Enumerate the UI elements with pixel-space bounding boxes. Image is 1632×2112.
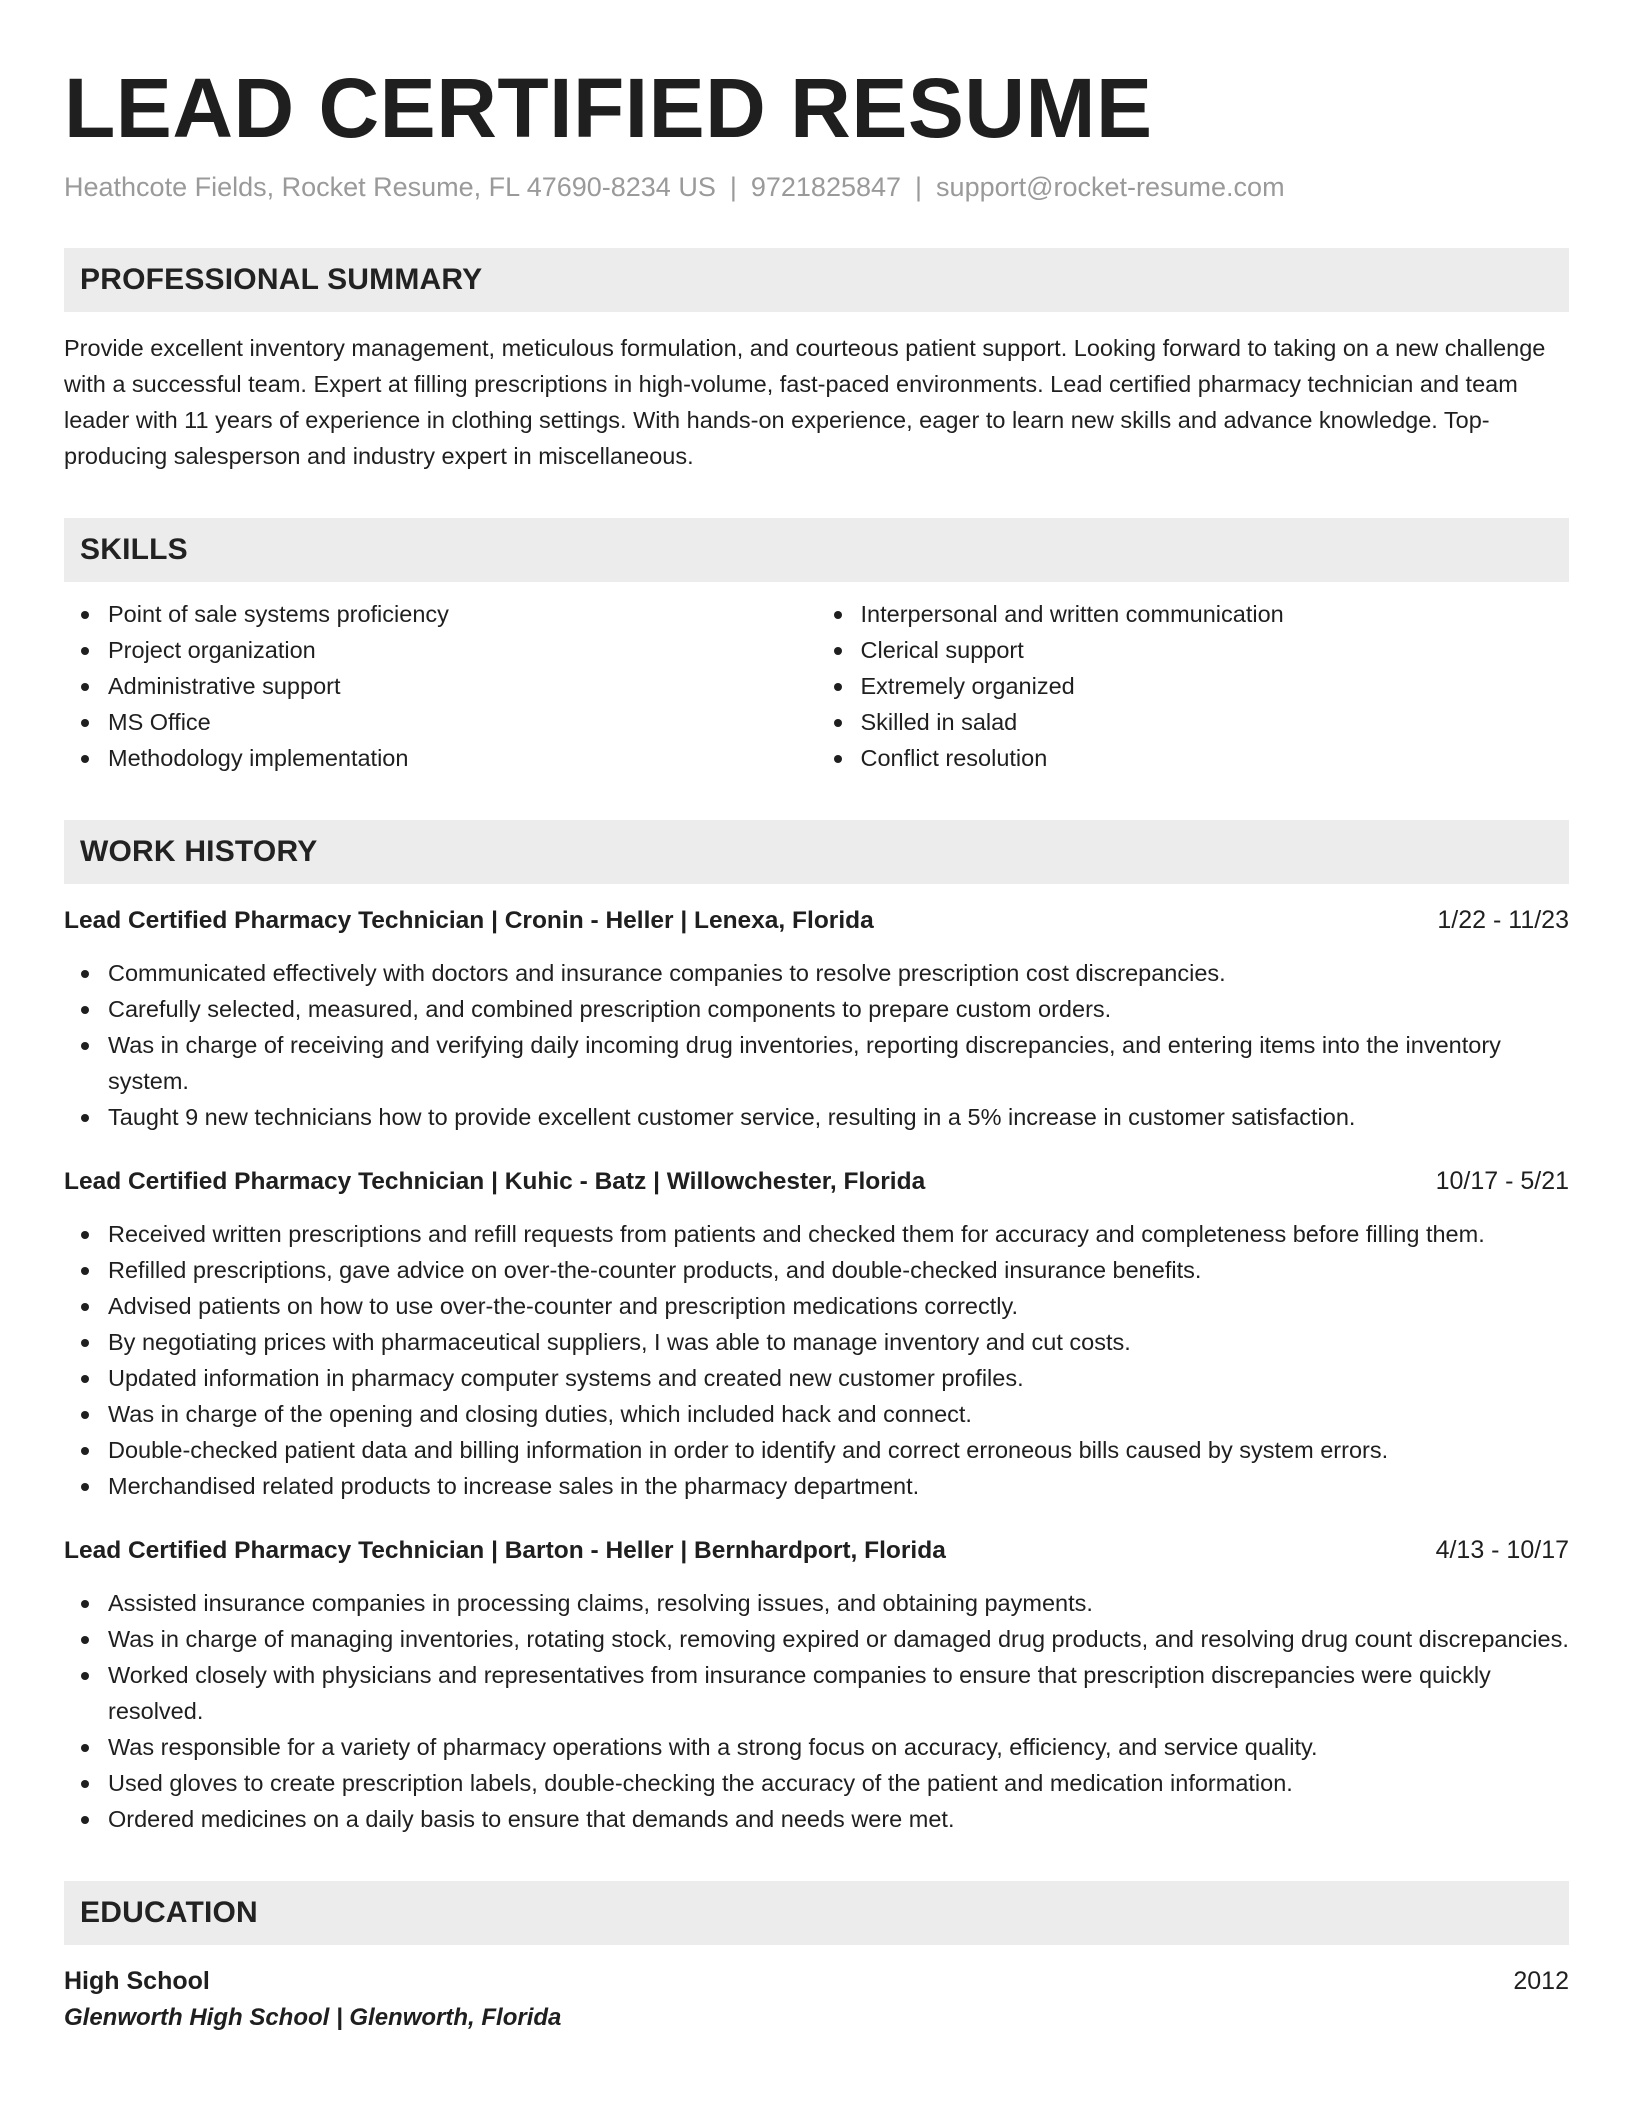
list-item: Used gloves to create prescription labels, double-checking the accuracy of the patient and medication information. bbox=[64, 1765, 1569, 1801]
contact-address: Heathcote Fields, Rocket Resume, FL 47690-8234 US bbox=[64, 172, 716, 202]
contact-phone: 9721825847 bbox=[750, 172, 902, 202]
job-bullets bbox=[64, 1585, 1569, 1837]
skills-column-right bbox=[817, 596, 1570, 776]
job-dates: 10/17 - 5/21 bbox=[1435, 1167, 1569, 1195]
skill-item: Clerical support bbox=[817, 632, 1570, 668]
job-header bbox=[64, 902, 1569, 939]
list-item: Taught 9 new technicians how to provide excellent customer service, resulting in a 5% increase in customer satisfaction. bbox=[64, 1099, 1569, 1135]
list-item: Was responsible for a variety of pharmacy operations with a strong focus on accuracy, efficiency, and service quality. bbox=[64, 1729, 1569, 1765]
list-item: Was in charge of receiving and verifying daily incoming drug inventories, reporting discrepancies, and entering items into the inventory system. bbox=[64, 1027, 1569, 1099]
job-entry bbox=[64, 902, 1569, 1135]
job-header bbox=[64, 1163, 1569, 1200]
contact-separator: | bbox=[915, 172, 923, 202]
skill-item: Methodology implementation bbox=[64, 740, 817, 776]
list-item: Communicated effectively with doctors and insurance companies to resolve prescription cost discrepancies. bbox=[64, 955, 1569, 991]
education-header bbox=[64, 1963, 1569, 1999]
section-title: SKILLS bbox=[80, 533, 188, 566]
section-header-skills bbox=[64, 518, 1569, 582]
list-item: Was in charge of managing inventories, rotating stock, removing expired or damaged drug products, and resolving drug count discrepancies. bbox=[64, 1621, 1569, 1657]
contact-line bbox=[64, 170, 1569, 204]
skills-list bbox=[64, 596, 1569, 776]
list-item: Double-checked patient data and billing information in order to identify and correct erroneous bills caused by system errors. bbox=[64, 1432, 1569, 1468]
list-item: Worked closely with physicians and representatives from insurance companies to ensure that prescription discrepancies were quickly resolved. bbox=[64, 1657, 1569, 1729]
section-header-education bbox=[64, 1881, 1569, 1945]
education-entry bbox=[64, 1963, 1569, 2037]
job-entry bbox=[64, 1532, 1569, 1837]
list-item: Received written prescriptions and refill requests from patients and checked them for accuracy and completeness before filling them. bbox=[64, 1216, 1569, 1252]
job-entry bbox=[64, 1163, 1569, 1504]
job-title: Lead Certified Pharmacy Technician | Cronin - Heller | Lenexa, Florida bbox=[64, 907, 874, 934]
summary-text: Provide excellent inventory management, meticulous formulation, and courteous patient support. Looking forward to taking on a new challenge with a successful team. Expert at filling prescriptions in high-volume, fast-paced environments. Lead certified pharmacy technician and team leader with 11 years of experience in clothing settings. With hands-on experience, eager to learn new skills and advance knowledge. Top-producing salesperson and industry expert in miscellaneous. bbox=[64, 335, 1546, 469]
section-title: EDUCATION bbox=[80, 1896, 258, 1929]
list-item: Refilled prescriptions, gave advice on over-the-counter products, and double-checked insurance benefits. bbox=[64, 1252, 1569, 1288]
list-item: Was in charge of the opening and closing duties, which included hack and connect. bbox=[64, 1396, 1569, 1432]
skill-item: Extremely organized bbox=[817, 668, 1570, 704]
skill-item: Skilled in salad bbox=[817, 704, 1570, 740]
skill-item: Project organization bbox=[64, 632, 817, 668]
education-degree: High School bbox=[64, 1967, 210, 1995]
contact-email: support@rocket-resume.com bbox=[936, 172, 1285, 202]
job-dates: 1/22 - 11/23 bbox=[1437, 906, 1569, 934]
list-item: Carefully selected, measured, and combined prescription components to prepare custom orders. bbox=[64, 991, 1569, 1027]
job-title: Lead Certified Pharmacy Technician | Kuhic - Batz | Willowchester, Florida bbox=[64, 1168, 926, 1195]
job-bullets bbox=[64, 955, 1569, 1135]
skill-item: Conflict resolution bbox=[817, 740, 1570, 776]
job-title: Lead Certified Pharmacy Technician | Barton - Heller | Bernhardport, Florida bbox=[64, 1537, 946, 1564]
skills-column-left bbox=[64, 596, 817, 776]
education-year: 2012 bbox=[1513, 1967, 1569, 1995]
list-item: Merchandised related products to increase sales in the pharmacy department. bbox=[64, 1468, 1569, 1504]
skill-item: Administrative support bbox=[64, 668, 817, 704]
skill-item: MS Office bbox=[64, 704, 817, 740]
job-dates: 4/13 - 10/17 bbox=[1435, 1536, 1569, 1564]
list-item: By negotiating prices with pharmaceutical suppliers, I was able to manage inventory and cut costs. bbox=[64, 1324, 1569, 1360]
job-header bbox=[64, 1532, 1569, 1569]
list-item: Advised patients on how to use over-the-counter and prescription medications correctly. bbox=[64, 1288, 1569, 1324]
job-bullets bbox=[64, 1216, 1569, 1504]
list-item: Ordered medicines on a daily basis to ensure that demands and needs were met. bbox=[64, 1801, 1569, 1837]
section-header-work bbox=[64, 820, 1569, 884]
list-item: Assisted insurance companies in processing claims, resolving issues, and obtaining payments. bbox=[64, 1585, 1569, 1621]
section-title: PROFESSIONAL SUMMARY bbox=[80, 263, 483, 296]
section-title: WORK HISTORY bbox=[80, 835, 318, 868]
education-school: Glenworth High School | Glenworth, Florida bbox=[64, 2004, 562, 2031]
contact-separator: | bbox=[729, 172, 737, 202]
resume-name: LEAD CERTIFIED RESUME bbox=[64, 61, 1153, 155]
skill-item: Interpersonal and written communication bbox=[817, 596, 1570, 632]
section-header-summary bbox=[64, 248, 1569, 312]
skill-item: Point of sale systems proficiency bbox=[64, 596, 817, 632]
list-item: Updated information in pharmacy computer systems and created new customer profiles. bbox=[64, 1360, 1569, 1396]
